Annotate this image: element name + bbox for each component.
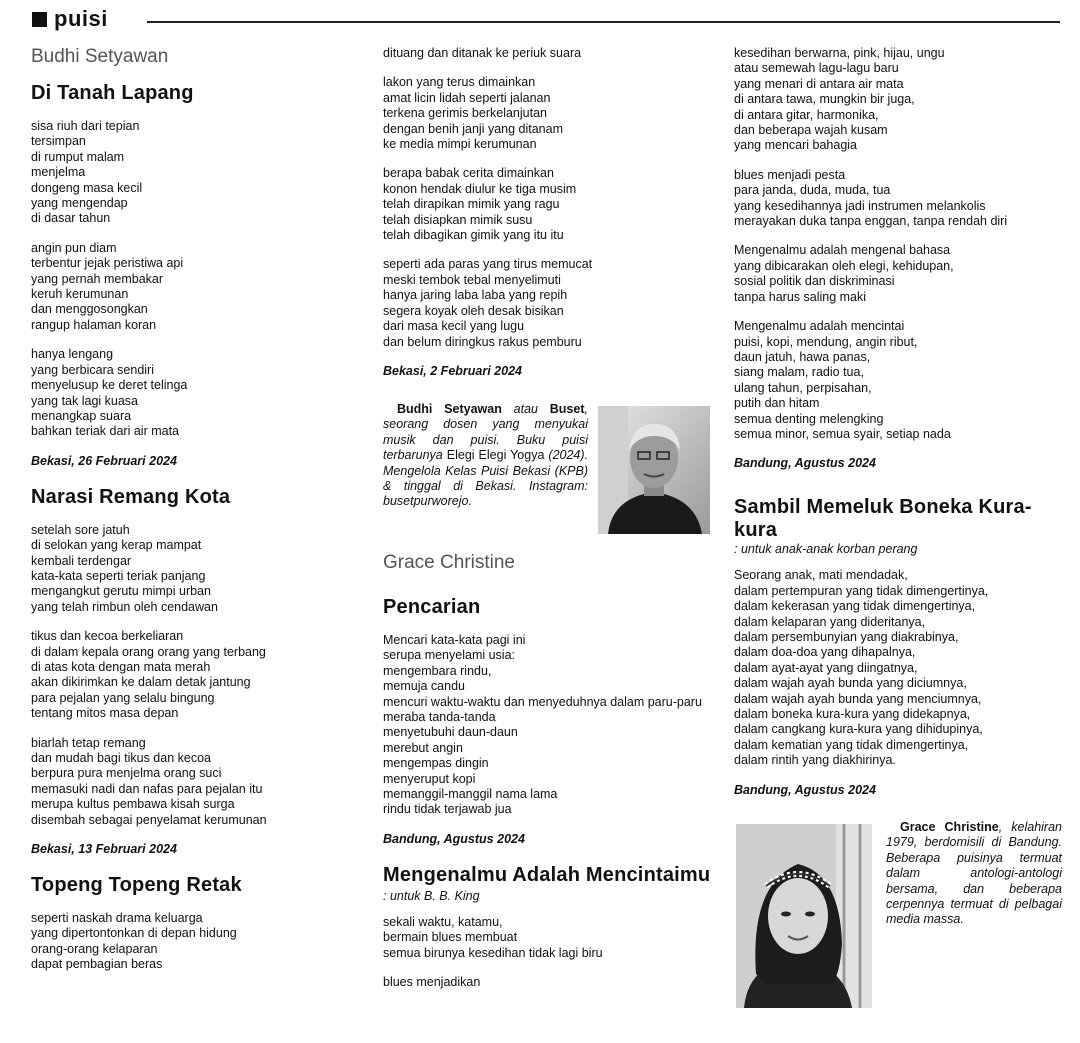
poet-name: Budhi Setyawan [31,46,169,67]
poem-line: memasuki nadi dan nafas para pejalan itu [31,781,263,796]
poem-line: Mengenalmu adalah mencintai [734,319,905,334]
stanza [734,168,1064,230]
bio-text: (2024). Mengelola Kelas Puisi Bekasi (KPB) & tinggal di Bekasi. Instagram: busetpurworejo. [383,448,589,509]
poem-line: disembah sebagai penyelamat kerumunan [31,812,267,827]
poem-line: yang dipertontonkan di depan hidung [31,926,237,941]
poem-line: dan belum diringkus rakus pemburu [383,334,582,349]
poem-line: tikus dan kecoa berkeliaran [31,629,184,644]
poem-line: atau semewah lagu-lagu baru [734,61,899,76]
poem-line: semua denting melengking [734,411,884,426]
poem-line: dalam cangkang kura-kura yang dihidupinya, [734,722,983,737]
poem-line: telah dirapikan mimik yang ragu [383,197,560,212]
bio-alias: Buset [549,402,585,416]
poem-body [31,911,336,973]
bio-book: Elegi Elegi Yogya [446,448,545,463]
poem-line: dalam kematian yang tidak dimengertinya, [734,737,969,752]
stanza [734,243,1064,305]
poem-line: telah dibagikan gimik yang itu itu [383,228,564,243]
poem-line: sosial politik dan diskriminasi [734,274,895,289]
section-header [30,6,1060,36]
poem-line: segera koyak oleh desak bisikan [383,303,564,318]
poem-line: keruh kerumunan [31,287,129,302]
poem-line: dituang dan ditanak ke periuk suara [383,46,582,60]
poem-body [383,915,723,991]
column-1 [31,44,336,987]
poem-line: tentang mitos masa depan [31,706,179,721]
poem-line: konon hendak diulur ke tiga musim [383,181,577,196]
poem-place-date: Bandung, Agustus 2024 [383,831,525,846]
poem-line: tanpa harus saling maki [734,289,867,304]
poem-line: yang pernah membakar [31,271,164,286]
poem-line: yang dibicarakan oleh elegi, kehidupan, [734,258,954,273]
poem-line: siang malam, radio tua, [734,365,864,380]
poem-line: mengangkut gerutu mimpi urban [31,584,211,599]
poem-line: menyetubuhi daun-daun [383,725,518,740]
poem-line: dongeng masa kecil [31,180,143,195]
poem-line: dengan benih janji yang ditanam [383,121,563,136]
poem-line: yang kesedihannya jadi instrumen melankolis [734,198,986,213]
poem-line: mengempas dingin [383,756,489,771]
poem-place-date: Bekasi, 2 Februari 2024 [383,363,522,378]
poem-line: yang tak lagi kuasa [31,393,139,408]
poem-line: para janda, duda, muda, tua [734,183,891,198]
poem-line: terkena gerimis berkelanjutan [383,106,547,121]
header-rule [147,21,1060,23]
stanza [383,75,713,152]
poem-title: Mengenalmu Adalah Mencintaimu [383,863,711,886]
poem-line: semua minor, semua syair, setiap nada [734,426,951,441]
poem-body [31,119,336,440]
author-bio [383,402,588,510]
stanza [31,629,336,721]
stanza [31,119,336,227]
poem-line: Seorang anak, mati mendadak, [734,568,908,583]
poem-line: angin pun diam [31,240,117,255]
poem-line: akan dikirimkan ke dalam detak jantung [31,675,251,690]
poem-line: seperti ada paras yang tirus memucat [383,257,593,272]
bio-name: Grace Christine [900,820,999,834]
poem-title: Topeng Topeng Retak [31,874,242,897]
poem-line: dalam kelaparan yang dideritanya, [734,614,926,629]
poem-line: mencuri waktu-waktu dan menyeduhnya dalam paru-paru [383,694,702,709]
poem-line: dalam wajah ayah bunda yang diciumnya, [734,676,967,691]
poem-line: terbentur jejak peristiwa api [31,256,184,271]
poem-line: berpura pura menjelma orang suci [31,766,222,781]
poem-title: Narasi Remang Kota [31,485,231,508]
stanza [383,975,723,990]
poem-line: yang mencari bahagia [734,138,857,153]
poem-line: bermain blues membuat [383,930,518,945]
poem-line: menjelma [31,165,86,180]
poem-line: orang-orang kelaparan [31,941,158,956]
poem-line: tersimpan [31,134,86,149]
poem-body [31,523,336,828]
poem-line: setelah sore jatuh [31,522,130,537]
author-bio [886,820,1062,928]
poem-line: dalam pertempuran yang tidak dimengertinya, [734,583,989,598]
poem-dedication: : untuk B. B. King [383,888,480,903]
poem-line: dalam doa-doa yang dihapalnya, [734,645,916,660]
poem-line: di antara tawa, mungkin bir juga, [734,92,915,107]
poem-line: di antara gitar, harmonika, [734,107,879,122]
poem-line: memanggil-manggil nama lama [383,787,558,802]
poem-line: puisi, kopi, mendung, angin ribut, [734,334,918,349]
section-title: puisi [54,6,108,31]
stanza [31,736,336,828]
stanza [31,911,336,973]
stanza [734,319,1064,442]
column-3 [734,46,1064,815]
bio-text: , kelahiran 1979, berdomisili di Bandung. Beberapa puisinya termuat dalam antologi-antologi bersama, dan beberapa cerpennya termuat di pelbagai media massa. [886,820,1062,927]
poem-line: dan mudah bagi tikus dan kecoa [31,751,211,765]
poem-place-date: Bekasi, 13 Februari 2024 [31,842,177,857]
poem-line: daun jatuh, hawa panas, [734,349,871,364]
poem-line: di atas kota dengan mata merah [31,659,211,674]
poem-line: blues menjadi pesta [734,167,846,182]
poem-line: meraba tanda-tanda [383,710,496,725]
poem-line: yang mengendap [31,196,128,211]
poem-place-date: Bekasi, 26 Februari 2024 [31,453,177,468]
poem-title: Pencarian [383,596,481,618]
poem-line: lakon yang terus dimainkan [383,75,536,90]
poem-line: biarlah tetap remang [31,735,146,750]
poem-line: serupa menyelami usia: [383,648,516,663]
poem-line: berapa babak cerita dimainkan [383,166,554,181]
poem-line: dan beberapa wajah kusam [734,123,888,138]
stanza [383,166,713,243]
poem-line: di dalam kepala orang orang yang terbang [31,644,266,659]
bio-text: atau [513,402,538,416]
poem-line: kesedihan berwarna, pink, hijau, ungu [734,46,945,60]
stanza [383,915,723,961]
poem-line: dari masa kecil yang lugu [383,319,525,334]
poem-line: di selokan yang kerap mampat [31,538,202,553]
poem-line: menangkap suara [31,408,132,423]
poem-body [734,568,1064,768]
poem-line: di rumput malam [31,149,125,164]
poem-line: sisa riuh dari tepian [31,119,140,133]
poem-line: ke media mimpi kerumunan [383,137,537,152]
poem-line: mengembara rindu, [383,663,492,678]
poem-line: Mencari kata-kata pagi ini [383,633,526,647]
poem-line: dalam kekerasan yang tidak dimengertinya, [734,599,976,614]
poem-line: blues menjadikan [383,975,481,990]
poem-continuation [734,46,1064,442]
poem-line: para pejalan yang selalu bingung [31,690,215,705]
stanza [31,241,336,333]
section-marker-square [32,12,47,27]
poem-line: dalam ayat-ayat yang diingatnya, [734,660,918,675]
poem-line: memuja candu [383,679,465,694]
poem-line: amat licin lidah seperti jalanan [383,90,551,105]
author-photo-grace [736,824,872,1008]
poem-dedication: : untuk anak-anak korban perang [734,542,918,557]
poem-place-date: Bandung, Agustus 2024 [734,782,876,797]
poem-line: telah disiapkan mimik susu [383,212,533,227]
poem-line: dan menggosongkan [31,302,148,317]
poem-line: menyeruput kopi [383,771,476,786]
poem-line: yang berbicara sendiri [31,362,154,377]
poet-name: Grace Christine [383,552,515,573]
poem-line: ulang tahun, perpisahan, [734,380,872,395]
poem-line: rindu tidak terjawab jua [383,802,512,817]
poem-line: kembali terdengar [31,553,132,568]
poem-line: bahkan teriak dari air mata [31,424,179,439]
poem-line: kata-kata seperti teriak panjang [31,568,206,583]
poem-line: merayakan duka tanpa enggan, tanpa rendah diri [734,214,1008,229]
poem-line: dalam persembunyian yang diakrabinya, [734,629,959,644]
poem-line: dalam wajah ayah bunda yang menciumnya, [734,691,982,706]
poem-line: meski tembok tebal menyelimuti [383,272,561,287]
poem-line: dapat pembagian beras [31,957,163,972]
poem-line: sekali waktu, katamu, [383,914,503,929]
stanza [31,347,336,439]
poem-place-date: Bandung, Agustus 2024 [734,456,876,471]
poem-title: Di Tanah Lapang [31,82,194,104]
bio-name: Budhi Setyawan [397,402,502,416]
column-2-lower [383,550,723,1005]
author-photo-budhi [598,406,710,534]
poem-line: dalam boneka kura-kura yang didekapnya, [734,707,971,721]
poem-line: di dasar tahun [31,211,111,226]
poem-line: yang telah rimbun oleh cendawan [31,599,218,614]
poem-body [383,633,723,818]
poem-line: seperti naskah drama keluarga [31,911,203,926]
poem-line: dalam rintih yang diakhirinya. [734,753,896,768]
poem-line: merebut angin [383,740,463,755]
poem-title: Sambil Memeluk Boneka Kura-kura [734,496,1032,542]
poem-line: menyelusup ke deret telinga [31,378,188,393]
stanza [383,46,713,61]
poem-continuation [383,46,713,350]
column-2 [383,46,713,396]
poem-line: Mengenalmu adalah mengenal bahasa [734,243,951,258]
stanza [383,257,713,349]
poem-line: yang menari di antara air mata [734,76,904,91]
poem-line: hanya lengang [31,347,114,362]
stanza [31,523,336,615]
poem-line: hanya jaring laba laba yang repih [383,288,568,303]
poem-line: putih dan hitam [734,396,820,411]
poem-line: semua birunya kesedihan tidak lagi biru [383,945,603,960]
poem-line: merupa kultus pembawa kisah surga [31,797,235,812]
stanza [734,46,1064,154]
poem-line: rangup halaman koran [31,317,157,332]
bio-text: , seorang dosen yang menyukai musik dan puisi. Buku puisi terbarunya [383,402,588,463]
